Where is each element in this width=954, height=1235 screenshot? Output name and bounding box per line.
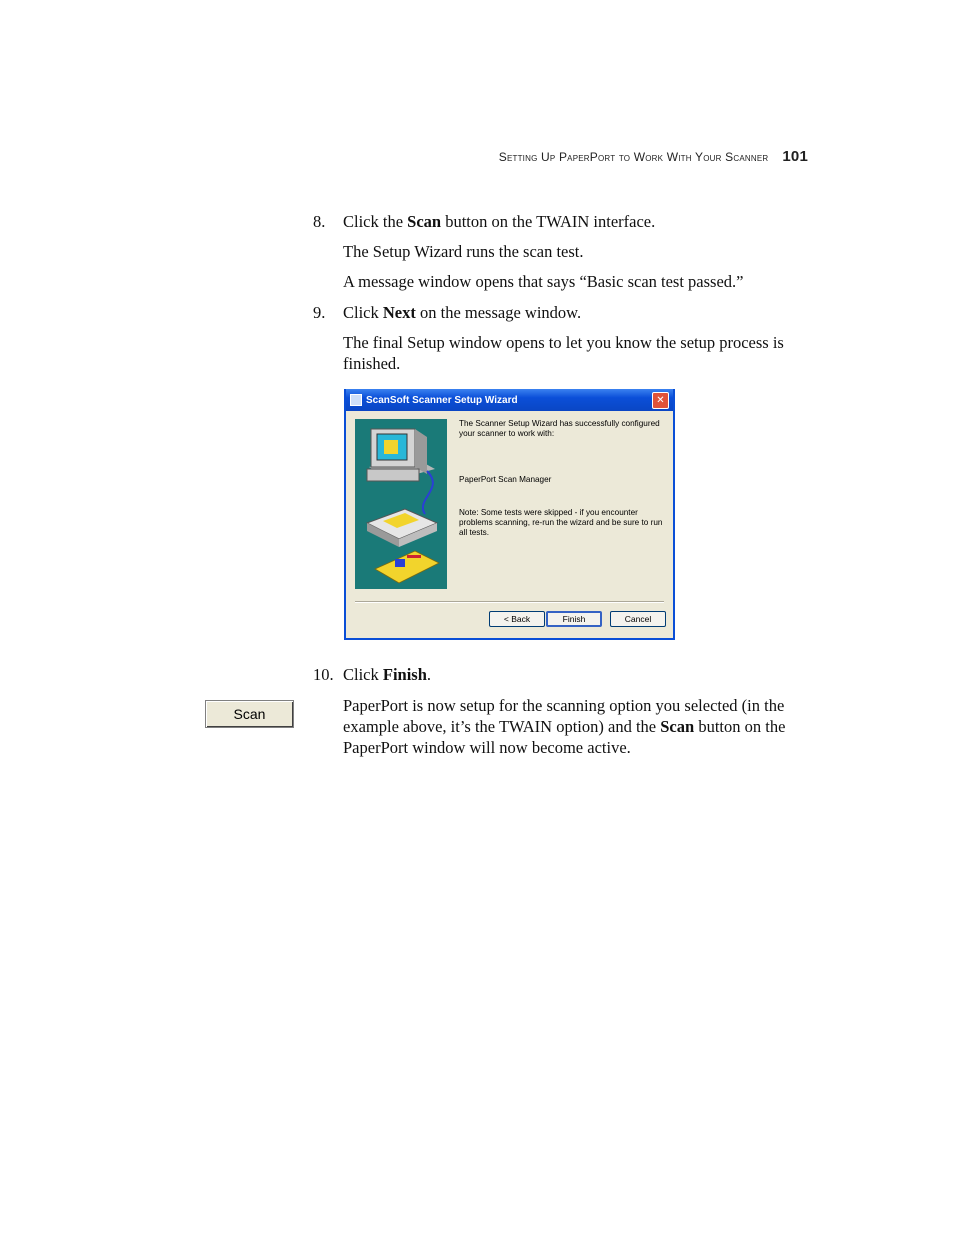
step-text: .	[426, 665, 432, 684]
wizard-device-name: PaperPort Scan Manager	[459, 475, 552, 484]
button-separator	[355, 601, 664, 603]
paragraph-text: PaperPort is now setup for the scanning option you selected (in the example above, it’s the TWAIN option) and the	[343, 696, 785, 736]
page-number: 101	[782, 148, 808, 165]
scan-button[interactable]: Scan	[205, 700, 294, 728]
wizard-note: Note: Some tests were skipped - if you encounter problems scanning, re-run the wizard and be sure to run all tests.	[459, 508, 663, 537]
step-text: Click	[343, 303, 383, 322]
scanner-illustration	[355, 419, 447, 589]
step-text: Click the	[343, 212, 408, 231]
step-9	[313, 302, 581, 323]
step-text: on the message window.	[415, 303, 582, 322]
back-button[interactable]: < Back	[489, 611, 545, 627]
paragraph-message-window: A message window opens that says “Basic scan test passed.”	[343, 272, 744, 291]
step-bold: Finish	[382, 665, 427, 684]
step-number: 10.	[313, 665, 334, 684]
cancel-button[interactable]: Cancel	[610, 611, 666, 627]
step-bold: Scan	[407, 212, 442, 231]
step-text: button on the TWAIN interface.	[441, 212, 656, 231]
wizard-success-message: The Scanner Setup Wizard has successfully configured your scanner to work with:	[459, 419, 660, 438]
setup-wizard-window	[344, 389, 675, 640]
step-number: 9.	[313, 303, 326, 322]
running-header	[300, 148, 808, 165]
paragraph-setup-runs: The Setup Wizard runs the scan test.	[343, 242, 584, 261]
header-title: Setting Up PaperPort to Work With Your Scanner	[498, 150, 769, 164]
window-title: ScanSoft Scanner Setup Wizard	[366, 394, 518, 406]
finish-button[interactable]: Finish	[546, 611, 602, 627]
step-8	[313, 211, 655, 232]
paragraph-text: button on the PaperPort window will now become active.	[343, 717, 786, 757]
paragraph-paperport-setup	[343, 695, 811, 758]
step-number: 8.	[313, 212, 326, 231]
app-icon	[350, 394, 362, 406]
step-10	[313, 664, 431, 685]
paragraph-bold: Scan	[660, 717, 695, 736]
window-titlebar	[346, 389, 673, 411]
close-icon[interactable]: ✕	[652, 392, 669, 409]
step-text: Click	[343, 665, 383, 684]
step-bold: Next	[382, 303, 416, 322]
paragraph-final-setup: The final Setup window opens to let you know the setup process is finished.	[343, 333, 784, 373]
